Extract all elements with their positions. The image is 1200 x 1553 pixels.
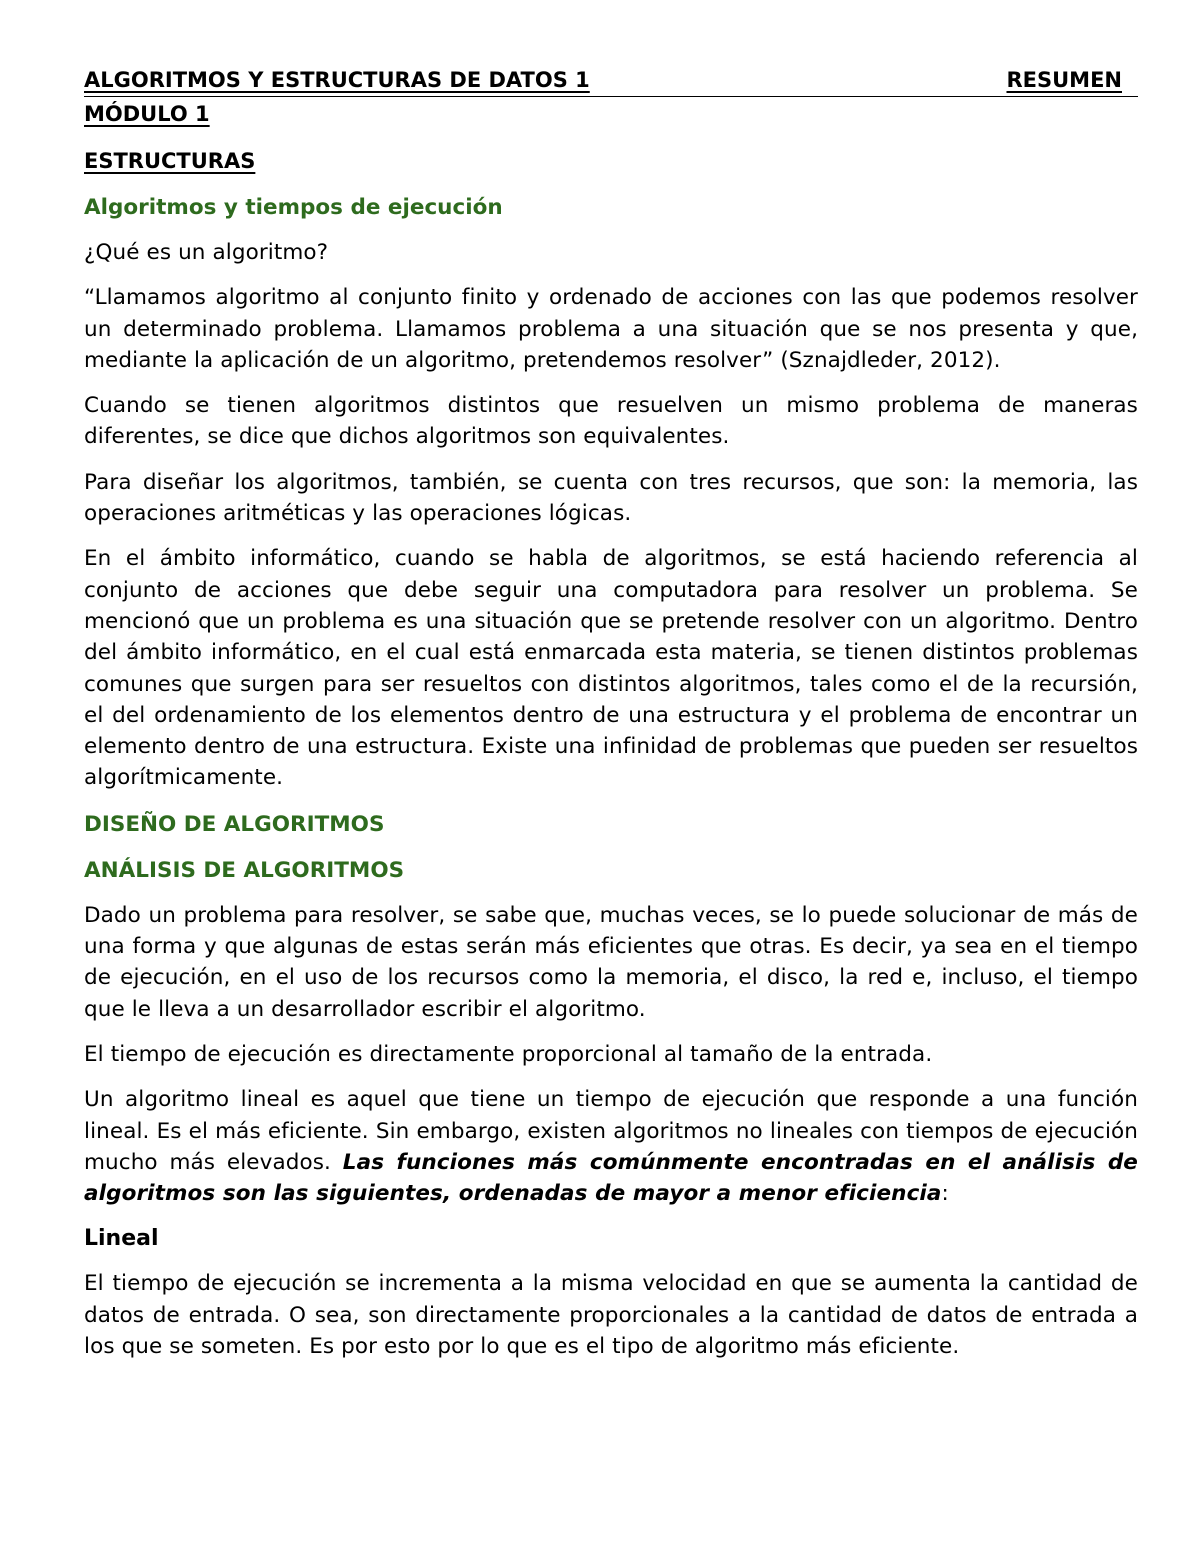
definition-paragraph: “Llamamos algoritmo al conjunto finito y ordenado de acciones con las que podemos resolver un determinado problema. Llamamos problema a una situación que se nos presenta y que, mediante la aplicación de un algoritmo, pretendemos resolver” (Sznajdleder, 2012). [84,285,1138,373]
heading-lineal: Lineal [84,1226,159,1252]
equivalent-paragraph: Cuando se tienen algoritmos distintos que resuelven un mismo problema de maneras diferentes, se dice que dichos algoritmos son equivalentes. [84,393,1138,450]
linear-intro-text: Un algoritmo lineal es aquel que tiene un tiempo de ejecución que responde a una función lineal. Es el más eficiente. Sin embargo, existen algoritmos no lineales con tiempos de ejecución mucho más elevados. [84,1087,1138,1175]
linear-emphasis-text: Las funciones más comúnmente encontradas en el análisis de algoritmos son las siguientes, ordenadas de mayor a menor eficiencia [84,1149,1138,1207]
time-paragraph: El tiempo de ejecución es directamente proporcional al tamaño de la entrada. [84,1041,933,1067]
section-title: ESTRUCTURAS [84,149,256,173]
header-module: MÓDULO 1 [84,102,210,126]
header-title: ALGORITMOS Y ESTRUCTURAS DE DATOS 1 [84,68,590,92]
linear-tail-text: : [941,1181,949,1207]
linear-description-paragraph: El tiempo de ejecución se incrementa a la misma velocidad en que se aumenta la cantidad de datos de entrada. O sea, son directamente proporcionales a la cantidad de datos de entrada a los que se someten. Es por esto por lo que es el tipo de algoritmo más eficiente. [84,1271,1138,1360]
scope-paragraph: En el ámbito informático, cuando se habla de algoritmos, se está haciendo referencia al conjunto de acciones que debe seguir una computadora para resolver un problema. Se mencionó que un problema es una situación que se pretende resolver con un algoritmo. Dentro del ámbito informático, en el cual está enmarcada esta materia, se tienen distintos problemas comunes que surgen para ser resueltos con distintos algoritmos, tales como el de la recursión, el del ordenamiento de los elementos dentro de una estructura y el problema de encontrar un elemento dentro de una estructura. Existe una infinidad de problemas que pueden ser resueltos algorítmicamente. [84,546,1138,791]
heading-algoritmos: Algoritmos y tiempos de ejecución [84,195,503,220]
header-resumen: RESUMEN [1006,68,1122,92]
problem-paragraph: Dado un problema para resolver, se sabe que, muchas veces, se lo puede solucionar de más de una forma y que algunas de estas serán más eficientes que otras. Es decir, ya sea en el tiempo de ejecución, en el uso de los recursos como la memoria, el disco, la red e, incluso, el tiempo que le lleva a un desarrollador escribir el algoritmo. [84,902,1138,1022]
resources-paragraph: Para diseñar los algoritmos, también, se cuenta con tres recursos, que son: la memoria, las operaciones aritméticas y las operaciones lógicas. [84,469,1138,527]
question-paragraph: ¿Qué es un algoritmo? [84,240,329,265]
heading-diseno: DISEÑO DE ALGORITMOS [84,811,385,837]
linear-intro-paragraph [84,1084,1138,1209]
heading-analisis: ANÁLISIS DE ALGORITMOS [84,857,405,883]
document-page [84,68,1138,1362]
document-header [84,68,1138,97]
